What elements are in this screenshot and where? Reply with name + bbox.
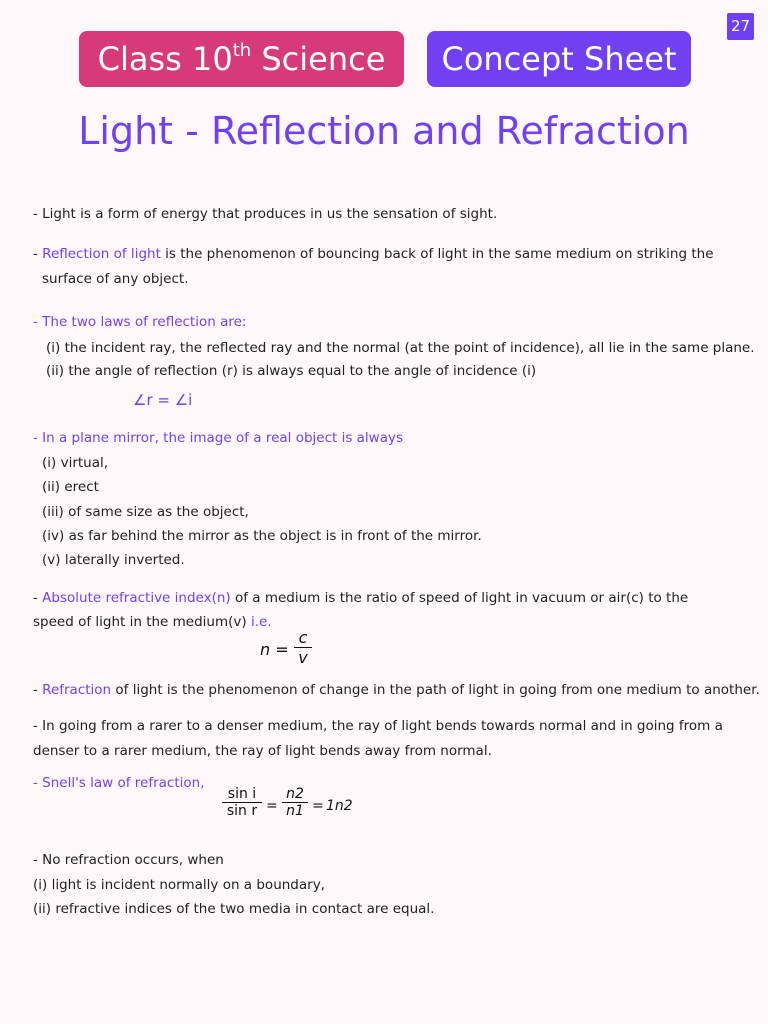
mirror-item: (ii) erect	[42, 479, 99, 495]
class-badge	[79, 31, 404, 87]
snell-heading: - Snell's law of refraction,	[33, 775, 205, 791]
page-number: 27	[727, 13, 754, 40]
reflection-def-line1	[33, 244, 714, 264]
refractive-index-line2	[33, 612, 272, 632]
rarer-denser-line1: - In going from a rarer to a denser medium, the ray of light bends towards normal and in going from a	[33, 718, 723, 734]
dash: -	[33, 682, 43, 698]
refractive-index-text2: speed of light in the medium(v)	[33, 614, 251, 630]
rarer-denser-line2: denser to a rarer medium, the ray of light bends away from normal.	[33, 743, 492, 759]
no-refraction-item: (i) light is incident normally on a boundary,	[33, 877, 325, 893]
page-title: Light - Reflection and Refraction	[78, 109, 690, 153]
dash: -	[33, 246, 43, 262]
laws-heading: - The two laws of reflection are:	[33, 314, 247, 330]
class-suffix: Science	[251, 40, 386, 78]
class-prefix: Class 10	[97, 40, 233, 78]
snell-formula	[222, 786, 362, 836]
refractive-index-text: of a medium is the ratio of speed of light in vacuum or air(c) to the	[230, 590, 689, 606]
refractive-index-line1	[33, 588, 688, 608]
refractive-index-term: Absolute refractive index(n)	[42, 590, 231, 606]
snell-den1: sin r	[226, 803, 258, 819]
mirror-item: (iii) of same size as the object,	[42, 504, 249, 520]
angle-equation: ∠r = ∠i	[133, 391, 193, 409]
refraction-def-text: of light is the phenomenon of change in the path of light in going from one medium to another.	[111, 682, 760, 698]
mirror-heading: - In a plane mirror, the image of a real object is always	[33, 430, 404, 446]
snell-num1: sin i	[227, 786, 257, 802]
concept-sheet-badge: Concept Sheet	[427, 31, 691, 87]
class-sup: th	[232, 40, 252, 61]
no-refraction-heading: - No refraction occurs, when	[33, 852, 224, 868]
snell-eq1: =	[266, 798, 278, 814]
mirror-item: (iv) as far behind the mirror as the object is in front of the mirror.	[42, 528, 482, 544]
no-refraction-item: (ii) refractive indices of the two media in contact are equal.	[33, 901, 435, 917]
intro-line: - Light is a form of energy that produces in us the sensation of sight.	[33, 206, 498, 222]
law-2: (ii) the angle of reflection (r) is always equal to the angle of incidence (i)	[46, 363, 537, 379]
ie-label: i.e.	[250, 614, 272, 630]
refraction-def-line	[33, 680, 760, 700]
refraction-term: Refraction	[42, 682, 112, 698]
snell-eq2: =	[312, 798, 324, 814]
mirror-item: (v) laterally inverted.	[42, 552, 185, 568]
snell-den2: n1	[286, 803, 304, 819]
law-1: (i) the incident ray, the reflected ray and the normal (at the point of incidence), all lie in the same plane.	[46, 340, 755, 356]
formula-numerator: c	[298, 628, 308, 647]
formula-lhs: n =	[260, 640, 289, 659]
reflection-term: Reflection of light	[42, 246, 161, 262]
mirror-item: (i) virtual,	[42, 455, 109, 471]
reflection-def-line2: surface of any object.	[42, 271, 189, 287]
formula-denominator: v	[298, 648, 308, 667]
reflection-def-text: is the phenomenon of bouncing back of light in the same medium on striking the	[160, 246, 714, 262]
snell-rhs: 1n2	[326, 798, 353, 814]
snell-num2: n2	[286, 786, 304, 802]
dash: -	[33, 590, 43, 606]
